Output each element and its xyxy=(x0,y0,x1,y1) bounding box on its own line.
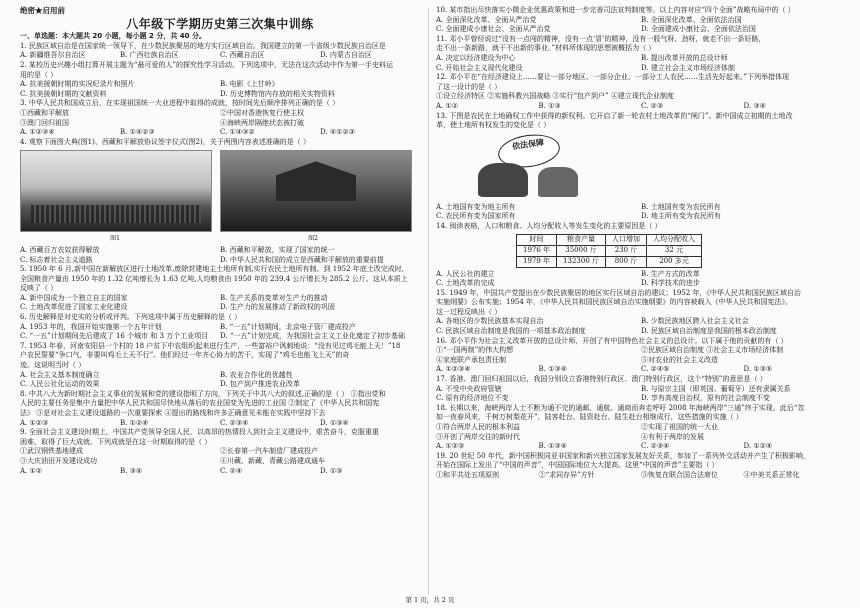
answer-option: ①和平共处五项原则 xyxy=(436,470,499,479)
answer-option: B. ①③ xyxy=(538,101,561,110)
question-line: 17. 香港、澳门回归祖国以后，我国分别设立香港特别行政区、澳门特别行政区，这个“特别”的意思是（ ） xyxy=(436,375,767,384)
answer-option: C. ①④③② xyxy=(220,128,255,137)
answer-option: C. ②④⑤ xyxy=(641,365,670,374)
table-header-cell: 时间 xyxy=(517,234,557,245)
question-line: 人民的主要任务是集中力量把中华人民共和国尽快地从落后的农业国变为先进的工业国 ②制定了《中华人民共和国宪 xyxy=(20,399,380,408)
data-table xyxy=(516,234,702,268)
right-column xyxy=(436,6,846,481)
options-row xyxy=(20,119,420,129)
question-line: ①设立经济特区 ②实施科教兴国战略 ③实行“包产到户” ④建立现代企业制度 xyxy=(436,92,674,101)
photo-figures xyxy=(20,150,420,232)
answer-option: A. 1953 年的，我国开始实施第一个五年计划 xyxy=(20,322,162,331)
land-rights-cartoon xyxy=(438,133,618,201)
options-row xyxy=(20,90,420,100)
options-row xyxy=(20,419,420,429)
answer-option: B. ①③④ xyxy=(538,442,567,451)
answer-option: D. 民族区域自治制度是我国的根本政治制度 xyxy=(641,327,777,336)
options-row xyxy=(436,385,846,395)
question-line: 7. 1953 年春，河南安阳县一个村的 18 户贫下中农组织起来进行生产，一些富裕户讽刺地说：“没有见过鸡毛能上天！”18 xyxy=(20,341,401,350)
answer-option: C. 西藏自治区 xyxy=(220,51,265,60)
options-row xyxy=(436,394,846,404)
options-row xyxy=(436,64,846,74)
answer-option: A. ①②③ xyxy=(436,442,465,451)
options-row xyxy=(436,102,846,112)
table-row xyxy=(517,256,702,267)
table-header-row xyxy=(517,234,702,245)
answer-option: B. 电影《上甘岭》 xyxy=(220,80,279,89)
answer-option: D. ①③④ xyxy=(320,418,349,427)
options-row xyxy=(436,25,846,35)
question-line: 12. 邓小平在“在经济建设上……要让一部分地区、一部分企业、一部分工人农民……生活先好起来。”下列举措体现 xyxy=(436,73,790,82)
answer-option: C. 全面建成小康社会、全面从严治党 xyxy=(436,25,551,34)
answer-option: A. 抗美援朝时期的实况纪录片和照片 xyxy=(20,80,135,89)
photo-tibet-signing xyxy=(220,150,412,232)
question-line: 6. 历史解释是对史实的分析或评判。下列选项中属于历史解释的是（ ） xyxy=(20,313,242,322)
answer-option: C. ②③④ xyxy=(220,418,249,427)
table-cell: 200 多元 xyxy=(647,256,702,267)
figure-caption: 图1 xyxy=(110,235,120,243)
page-footer: 第 1 页，共 2 页 xyxy=(405,596,455,604)
answer-option: A. ①② xyxy=(436,101,459,110)
options-row xyxy=(20,332,420,342)
answer-option: A. 社会主义基本制度确立 xyxy=(20,370,100,379)
question-line: 9. 全面社会主义建设时期上，中国共产党领导全国人民，以高昂的热情投入到社会主义建设中，艰苦奋斗，克服重重 xyxy=(20,428,379,437)
answer-option: A. ①② xyxy=(20,466,43,475)
options-row xyxy=(436,356,846,366)
answer-option: D. ①②④ xyxy=(743,442,773,451)
answer-option: D. 中华人民共和国的成立是西藏和平解放的重要前提 xyxy=(220,255,384,264)
answer-option: A. 新中国成为一个独立自主的国家 xyxy=(20,293,128,302)
options-row xyxy=(436,279,846,289)
answer-option: ①“一国两制”的伟大构想 xyxy=(436,346,514,355)
answer-option: D. 建立社会主义市场经济体制 xyxy=(641,63,735,72)
answer-option: B. 土地国有变为农民所有 xyxy=(641,202,721,211)
options-row xyxy=(20,256,420,266)
options-row xyxy=(436,317,846,327)
options-row xyxy=(436,212,846,222)
answer-option: ②长春第一汽车制造厂建成投产 xyxy=(220,447,318,456)
question-line: 用的是（ ） xyxy=(20,70,58,79)
table-cell: 132300 斤 xyxy=(557,256,606,267)
options-row xyxy=(20,467,420,477)
table-cell: 800 斤 xyxy=(606,256,647,267)
answer-option: B. 少数民族地区跨入社会主义社会 xyxy=(641,317,749,326)
table-cell: 35000 斤 xyxy=(557,245,606,256)
options-row xyxy=(20,371,420,381)
answer-option: ④中美关系正常化 xyxy=(743,470,800,479)
table-cell: 1976 年 xyxy=(517,245,557,256)
answer-option: B. 农业合作化的优越性 xyxy=(220,370,293,379)
question-line: 15. 1949 年，中国共产党提出在少数民族聚居的地区实行区域自治的建议；1952 年，《中华人民共和国民族区域自治 xyxy=(436,288,801,297)
question-line: 迹。这说明当时（ ） xyxy=(20,361,86,370)
answer-option: A. ①②③④ xyxy=(436,365,471,374)
options-row xyxy=(20,80,420,90)
options-row xyxy=(20,128,420,138)
farmer-figure xyxy=(478,163,528,197)
question-line: 2. 某校历史兴趣小组打算开展主题为“最可爱的人”的探究性学习活动。下列选项中，无法在这次活动中作为第一手史料运 xyxy=(20,60,394,69)
answer-option: ③澳门回归祖国 xyxy=(20,118,69,127)
answer-option: C. 开始社会主义现代化建设 xyxy=(436,63,523,72)
answer-option: B. 提出改革开放的总设计师 xyxy=(641,53,728,62)
table-cell: 1979 年 xyxy=(517,256,557,267)
answer-option: ②民族区域自治制度 ③社会主义市场经济体制 xyxy=(641,346,784,355)
options-row xyxy=(436,423,846,433)
table-cell: 32 元 xyxy=(647,245,702,256)
question-line: 这一过程反映出（ ） xyxy=(436,307,502,316)
answer-option: ④川藏、新藏、青藏公路建成通车 xyxy=(220,456,325,465)
answer-option: ⑤对农业的社会主义改造 xyxy=(641,355,718,364)
cartoon-sign: 依法保障 xyxy=(496,131,562,171)
answer-option: C. ②③④ xyxy=(641,442,670,451)
farmer-figure xyxy=(538,167,578,197)
options-row xyxy=(20,246,420,256)
answer-option: D. 生产力的发展推动了新政权的巩固 xyxy=(220,303,335,312)
answer-option: ①武汉钢铁基地建成 xyxy=(20,447,83,456)
answer-option: A. 人民公社的建立 xyxy=(436,269,495,278)
table-row xyxy=(517,245,702,256)
options-row xyxy=(20,51,420,61)
photo-founding-ceremony xyxy=(20,150,212,232)
answer-option: ③恢复在联合国合法席位 xyxy=(641,470,718,479)
table-header-cell: 人均分配收入 xyxy=(647,234,702,245)
answer-option: D. ①③⑤ xyxy=(743,365,773,374)
question-line: 法》 ③是对社会主义建设道路的一次重要探索 ④提出的路线和许多正确意见未能在实践中坚持下去 xyxy=(20,409,326,417)
options-row xyxy=(20,109,420,119)
question-line: 16. 邓小平作为社会主义改革开放的总设计师，开创了有中国特色社会主义的总设计。以下属于他的贡献的有（ ） xyxy=(436,336,788,345)
question-line: 8. 中共八大为新时期社会主义事业的发展和党的建设指明了方向，下列关于中共八大的叙述,正确的是（ ） ①指出党和 xyxy=(20,389,386,398)
options-row xyxy=(436,365,846,375)
building-graphic xyxy=(276,161,356,201)
answer-option: D. 历史博物馆内存放的相关实物资料 xyxy=(220,89,335,98)
answer-option: B. 生产关系的变革对生产力的推动 xyxy=(220,293,328,302)
answer-option: B. 与原宗主国（即英国、葡萄牙）还有隶属关系 xyxy=(641,384,791,393)
options-row xyxy=(20,447,420,457)
question-line: 4. 观察下面图大典(图1)、西藏和平解放协议签字仪式(图2)，关于两图内容表述准确的是（ ） xyxy=(20,137,310,146)
figure-caption: 图2 xyxy=(308,235,318,243)
answer-option: D. “一五”计划完成，为我国社会主义工业化奠定了初步基础 xyxy=(220,332,405,341)
answer-option: ②实现了祖国的统一大业 xyxy=(641,423,718,431)
options-row xyxy=(20,323,420,333)
crowd-graphic xyxy=(31,205,201,223)
page-title: 八年级下学期历史第三次集中训练 xyxy=(126,16,314,31)
answer-option: ②“求同存异”方针 xyxy=(538,470,595,479)
question-line: 1. 民族区域自治是在国家统一领导下，在少数民族聚居的地方实行区域自治。我国建立的第一个省级少数民族自治区是 xyxy=(20,41,386,50)
question-line: 如一夜春风来，千树万树梨花开”，陆客赴台、陆资赴台、陆生赴台相继成行，这些措施的实施（ ） xyxy=(436,413,743,422)
answer-option: C. 土地改革的完成 xyxy=(436,279,495,288)
question-line: 户农民誓要“争口气，非要叫鸡毛上天不行”。他们经过一年齐心协力的苦干，实现了“鸡毛也能飞上天”的奇 xyxy=(20,351,350,360)
answer-option: C. 民族区域自治制度是我国的一项基本政治制度 xyxy=(436,327,586,336)
options-row xyxy=(436,471,846,481)
answer-option: D. 享有高度自治权，原有的社会制度不变 xyxy=(641,394,770,403)
question-line: 了这一设计的是（ ） xyxy=(436,82,502,91)
question-line: 11. 邓小平曾经说过“没有一点闯的精神，没有一点‘冒’的精神，没有一股气呀、劲呀，就走不出一条好路， xyxy=(436,34,766,43)
answer-option: A. 土地国有变为地主所有 xyxy=(436,202,516,211)
question-line: 实施纲要》公布实施；1954 年，《中华人民共和国民族区域自治实施纲要》的内容被载入《中华人民共和国宪法》。 xyxy=(436,298,793,307)
answer-option: ④家庭联产承包责任制 xyxy=(436,355,506,364)
options-row xyxy=(436,270,846,280)
answer-option: D. 地主所有变为农民所有 xyxy=(641,212,721,221)
secret-label: 绝密★启用前 xyxy=(20,6,65,15)
answer-option: B. ①②④ xyxy=(120,418,149,427)
options-row xyxy=(20,380,420,390)
column-divider xyxy=(428,8,429,594)
photo-captions xyxy=(20,234,420,244)
options-row xyxy=(436,433,846,443)
answer-option: A. ①②③ xyxy=(20,418,49,427)
question-line: 全国粮食产量由 1950 年的 1.32 亿吨增长为 1.63 亿吨,人均粮食由 1950 年的 239.4 公斤增长为 285.2 公斤。这从本质上 xyxy=(20,274,408,283)
question-line: 革，使土地所有权发生的变化是（ ） xyxy=(436,121,551,130)
answer-option: B. ③④ xyxy=(120,466,143,475)
answer-option: C. “一五”计划期间先后建成了 16 个城市 和 3 万个工业项目 xyxy=(20,332,209,341)
answer-option: B. ①③④ xyxy=(538,365,567,374)
options-row xyxy=(436,54,846,64)
table-cell: 230 斤 xyxy=(606,245,647,256)
answer-option: A. 决定以经济建设为中心 xyxy=(436,53,516,62)
answer-option: B. 全面深化改革、全面依法治国 xyxy=(641,15,742,24)
question-line: 反映了（ ） xyxy=(20,284,58,293)
answer-option: ③大庆油田开发建设成功 xyxy=(20,456,97,465)
answer-option: A. 各地区的少数民族基本实现自治 xyxy=(436,317,544,326)
answer-option: D. 内蒙古自治区 xyxy=(320,51,372,60)
left-column xyxy=(20,6,420,476)
question-line: 10. 某市指出尽快落实小微企业优惠政策和进一步完善司法宣判制度等。以上内容对应“四个全面”战略布局中的（ ） xyxy=(436,6,795,14)
answer-option: C. ②④ xyxy=(220,466,243,475)
answer-option: C. 农民所有变为国家所有 xyxy=(436,212,516,221)
answer-option: A. 新疆维吾尔自治区 xyxy=(20,51,86,60)
answer-option: B. 生产方式的改革 xyxy=(641,269,700,278)
options-row xyxy=(436,442,846,452)
answer-option: ①西藏和平解放 xyxy=(20,108,69,117)
answer-option: C. 标志着社会主义道路 xyxy=(20,255,93,264)
answer-option: A. 不受中央政府管辖 xyxy=(436,384,502,393)
answer-option: B. 广西壮族自治区 xyxy=(120,51,179,60)
answer-option: D. ③④ xyxy=(743,101,766,110)
options-row xyxy=(436,327,846,337)
question-line: 走不出一条新路，就干不出新的事业。”材料所体现的思想被概括为（ ） xyxy=(436,44,656,53)
question-line: 18. 长期以来，海峡两岸人士不断为通不完的通邮、通航、通商而奔走呼吁 2008 年海峡两岸“三通”终于实现。此后“忽 xyxy=(436,403,805,412)
options-row xyxy=(436,203,846,213)
answer-option: B. ①④②③ xyxy=(120,128,155,137)
question-line: 3. 中华人民共和国成立后，在实现祖国统一大业进程中取得的成就，按时间先后顺序排列正确的是（ ） xyxy=(20,99,340,108)
answer-option: ③开创了两岸交往的新时代 xyxy=(436,432,520,441)
answer-option: ②中国对香港恢复行使主权 xyxy=(220,108,304,117)
answer-option: D. 全面建成小康社会、全面依法治国 xyxy=(641,25,756,34)
question-line: 困难，取得了巨大成就。下列成就是在这一时期取得的是（ ） xyxy=(20,437,212,446)
question-line: 13. 下图是农民在土地确权工作中获得的新权利。它开启了新一轮农村土地改革的“闸门”。新中国成立初期的土地改 xyxy=(436,111,793,120)
table-header-cell: 人口增加 xyxy=(606,234,647,245)
answer-option: B. “一五”计划期间，北京电子管厂建成投产 xyxy=(220,322,356,331)
answer-option: A. ①②③④ xyxy=(20,128,55,137)
answer-option: ④有利于两岸的发展 xyxy=(641,432,704,441)
answer-option: D. ①③ xyxy=(320,466,343,475)
answer-option: D. 科学技术的进步 xyxy=(641,279,700,288)
answer-option: D. ④①②③ xyxy=(320,128,355,137)
table-header-cell: 粮食产量 xyxy=(557,234,606,245)
options-row xyxy=(436,346,846,356)
answer-option: C. 土地改革促进了国家工业化建设 xyxy=(20,303,128,312)
options-row xyxy=(436,16,846,26)
answer-option: A. 西藏百万农奴获得解放 xyxy=(20,245,100,254)
answer-option: D. 包产到户推进农业改革 xyxy=(220,380,300,389)
answer-option: ①符合两岸人民的根本利益 xyxy=(436,423,520,431)
question-line: 5. 1950 年 6 月,新中国在新解放区进行土地改革,废除封建地主土地所有制,实行农民土地所有制。到 1952 年底土改完成时, xyxy=(20,265,405,274)
section-heading: 一、单选题：本大题共 20 小题，每小题 2 分，共 40 分。 xyxy=(20,32,206,41)
options-row xyxy=(20,457,420,467)
answer-option: B. 西藏和平解放，实现了国家的统一 xyxy=(220,245,335,254)
answer-option: ④海峡两岸隔绝状态被打破 xyxy=(220,118,304,127)
question-line: 开始在国际上发出了“中国的声音”，中国国际地位大大提高。这里“中国的声音”主要指（ ） xyxy=(436,461,719,470)
question-line: 19. 20 世纪 50 年代，新中国积极同亚非国家和新兴独立国家发展友好关系，参加了一系列外交活动并产生了积极影响， xyxy=(436,451,810,460)
answer-option: C. 人民公社化运动的效果 xyxy=(20,380,100,389)
answer-option: C. 原有的经济地位不变 xyxy=(436,394,509,403)
answer-option: C. ②③ xyxy=(641,101,664,110)
answer-option: A. 全面深化改革、全面从严治党 xyxy=(436,15,537,24)
options-row xyxy=(20,303,420,313)
answer-option: C. 抗美援朝时期的文献资料 xyxy=(20,89,107,98)
question-line: 14. 阅读表格，人口和粮食、人均分配收入等发生变化的主要原因是（ ） xyxy=(436,221,662,230)
